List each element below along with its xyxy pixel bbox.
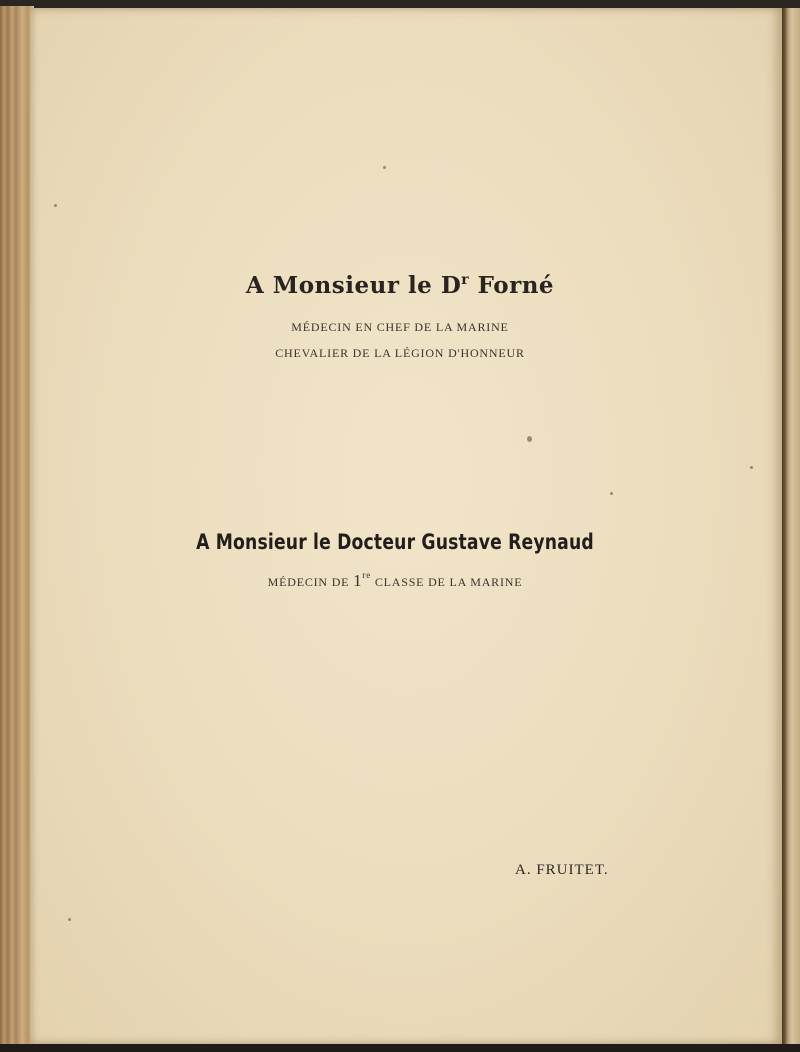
dedication-1-honour-line: CHEVALIER DE LA LÉGION D'HONNEUR — [275, 346, 525, 360]
dedication-1-heading-superscript: r — [461, 272, 470, 288]
dedication-1-heading-end: Forné — [469, 272, 555, 299]
bottom-border — [0, 1044, 800, 1052]
dedication-1-title-line: MÉDECIN EN CHEF DE LA MARINE — [291, 320, 509, 334]
dedication-2-heading: A Monsieur le Docteur Gustave Reynaud — [196, 530, 594, 554]
paper-speck — [527, 436, 532, 442]
dedication-2-line-suffix: CLASSE DE LA MARINE — [371, 575, 523, 589]
paper-speck — [68, 918, 71, 921]
dedication-2-line-prefix: MÉDECIN DE — [267, 575, 354, 589]
dedication-2-line-superscript: re — [362, 570, 372, 580]
dedication-1-heading — [0, 272, 800, 299]
dedication-1-heading-main: A Monsieur le D — [245, 272, 462, 299]
paper-speck — [750, 466, 753, 469]
paper-speck — [54, 204, 57, 207]
right-binding-edge — [782, 8, 800, 1044]
paper-speck — [610, 492, 613, 495]
dedication-2-line-number: 1 — [353, 571, 363, 590]
dedication-2-title-line — [0, 571, 790, 591]
paper-speck — [383, 166, 386, 169]
page-sheet — [30, 8, 782, 1044]
author-signature: A. FRUITET. — [515, 862, 609, 878]
left-page-edges — [0, 6, 34, 1046]
